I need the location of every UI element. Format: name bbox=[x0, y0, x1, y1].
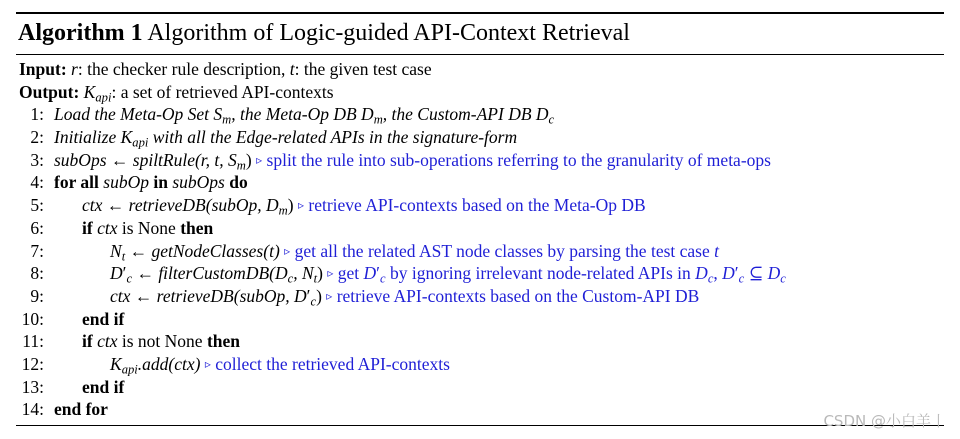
output-line: Output: $K_{api}$: a set of retrieved API-contexts bbox=[19, 81, 334, 105]
line-number: 12: bbox=[21, 353, 44, 374]
line-comment: ▹ split the rule into sub-operations referring to the granularity of meta-ops bbox=[256, 149, 771, 170]
algorithm-body bbox=[16, 55, 944, 421]
line-number: 7: bbox=[30, 240, 44, 261]
line-comment: ▹ retrieve API-contexts based on the Meta-Op DB bbox=[297, 195, 646, 216]
algorithm-line-3: 3: subOps ← spiltRule(r, t, $S_m$) ▹ split the rule into sub-operations referring to the granularity of meta-ops bbox=[16, 149, 944, 172]
algorithm-line-1: 1: Load the Meta-Op Set $S_m$, the Meta-Op DB $D_m$, the Custom-API DB $D_c$ bbox=[16, 103, 944, 126]
line-number: 13: bbox=[21, 376, 44, 397]
comment-triangle-icon: ▹ bbox=[256, 152, 263, 167]
comment-triangle-icon: ▹ bbox=[297, 198, 305, 213]
line-number: 5: bbox=[30, 195, 44, 216]
line-number: 2: bbox=[30, 127, 44, 148]
algorithm-line-7: 7: $N_t$ ← getNodeClasses(t) ▹ get all the related AST node classes by parsing the test case t bbox=[16, 240, 944, 263]
line-number: 4: bbox=[30, 172, 44, 193]
line-number: 11: bbox=[22, 331, 44, 352]
algorithm-line-14: 14: end for bbox=[16, 398, 944, 421]
algorithm-line-9: 9: ctx ← retrieveDB(subOp, $D'_c$) ▹ retrieve API-contexts based on the Custom-API DB bbox=[16, 285, 944, 308]
line-number: 10: bbox=[21, 308, 44, 329]
input-line: Input: r: the checker rule description, t: the given test case bbox=[19, 59, 432, 79]
comment-triangle-icon: ▹ bbox=[327, 266, 334, 281]
line-comment: ▹ get $D'_c$ by ignoring irrelevant node-related APIs in $D_c$, $D'_c$ ⊆ $D_c$ bbox=[327, 263, 786, 286]
line-number: 8: bbox=[30, 263, 44, 284]
line-comment: ▹ get all the related AST node classes by parsing the test case t bbox=[284, 240, 719, 261]
comment-triangle-icon: ▹ bbox=[326, 288, 333, 303]
algorithm-line-4: 4: for all subOp in subOps do bbox=[16, 171, 944, 194]
algorithm-title bbox=[16, 14, 944, 48]
algorithm-line-13: 13: end if bbox=[16, 376, 944, 399]
line-number: 3: bbox=[30, 149, 44, 170]
line-number: 6: bbox=[30, 217, 44, 238]
comment-triangle-icon: ▹ bbox=[204, 356, 211, 371]
algorithm-label: Algorithm 1 bbox=[18, 20, 143, 46]
algorithm-line-12: 12: $K_{api}.add(ctx)$ ▹ collect the retrieved API-contexts bbox=[16, 353, 944, 376]
line-number: 1: bbox=[30, 104, 44, 125]
line-number: 9: bbox=[30, 285, 44, 306]
algorithm-block bbox=[16, 12, 944, 426]
line-comment: ▹ retrieve API-contexts based on the Custom-API DB bbox=[326, 285, 700, 306]
line-comment: ▹ collect the retrieved API-contexts bbox=[204, 353, 450, 374]
algorithm-caption: Algorithm of Logic-guided API-Context Retrieval bbox=[147, 20, 630, 46]
watermark: CSDN @小白羊丨 bbox=[823, 412, 946, 430]
algorithm-line-6: 6: if ctx is None then bbox=[16, 217, 944, 240]
bottom-rule bbox=[16, 425, 944, 426]
algorithm-line-8: 8: $D'_c$ ← $filterCustomDB(D_c$, $N_t$) ▹ get $D'_c$ by ignoring irrelevant node-related APIs in $D_c$, $D'_c$ ⊆ $D_c$ bbox=[16, 262, 944, 285]
algorithm-line-2: 2: Initialize $K_{api}$ with all the Edge-related APIs in the signature-form bbox=[16, 126, 944, 149]
algorithm-line-11: 11: if ctx is not None then bbox=[16, 330, 944, 353]
algorithm-line-5: 5: ctx ← retrieveDB(subOp, $D_m$) ▹ retrieve API-contexts based on the Meta-Op DB bbox=[16, 194, 944, 217]
algorithm-line-10: 10: end if bbox=[16, 308, 944, 331]
comment-triangle-icon: ▹ bbox=[284, 243, 291, 258]
line-number: 14: bbox=[21, 399, 44, 420]
